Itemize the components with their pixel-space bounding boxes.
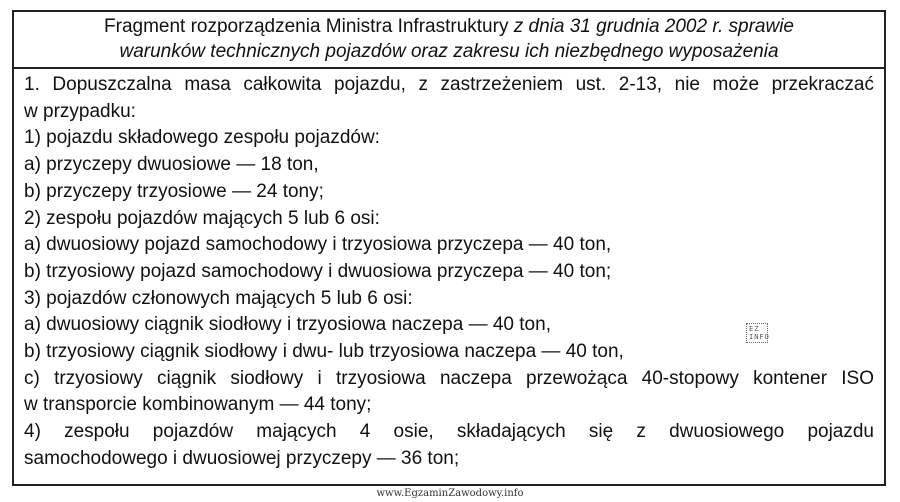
header-line-1: [14, 14, 884, 39]
watermark-text: EZ INFO: [749, 325, 770, 341]
body-line: a) przyczepy dwuosiowe — 18 ton,: [24, 154, 319, 176]
body-line: b) trzyosiowy ciągnik siodłowy i dwu- lub trzyosiowa naczepa — 40 ton,: [24, 341, 624, 363]
header-line-2: warunków technicznych pojazdów oraz zakresu ich niezbędnego wyposażenia: [119, 41, 779, 62]
body-line: samochodowego i dwuosiowej przyczepy — 36 ton;: [24, 447, 460, 469]
body-line: 4) zespołu pojazdów mających 4 osie, składających się z dwuosiowego pojazdu: [24, 421, 874, 443]
watermark-stamp: [746, 323, 768, 343]
header-date: z dnia 31 grudnia 2002 r. sprawie: [513, 16, 794, 37]
body-line: 1. Dopuszczalna masa całkowita pojazdu, z zastrzeżeniem ust. 2-13, nie może przekraczać: [24, 74, 874, 95]
body-line: c) trzyosiowy ciągnik siodłowy i trzyosiowa naczepa przewożąca 40-stopowy kontener ISO: [24, 367, 874, 389]
document-body: [14, 69, 884, 473]
document-header: [14, 12, 884, 69]
body-line: w przypadku:: [24, 100, 136, 122]
footer-url: www.EgzaminZawodowy.info: [376, 488, 524, 499]
header-title: Fragment rozporządzenia Ministra Infrastruktury: [104, 16, 514, 37]
body-line: b) trzyosiowy pojazd samochodowy i dwuosiowa przyczepa — 40 ton;: [24, 260, 612, 282]
body-line: b) przyczepy trzyosiowe — 24 tony;: [24, 180, 324, 202]
body-line: a) dwuosiowy ciągnik siodłowy i trzyosiowa naczepa — 40 ton,: [24, 314, 551, 336]
body-line: a) dwuosiowy pojazd samochodowy i trzyosiowa przyczepa — 40 ton,: [24, 234, 612, 256]
body-line: 3) pojazdów członowych mających 5 lub 6 osi:: [24, 287, 413, 309]
body-line: w transporcie kombinowanym — 44 tony;: [24, 394, 372, 416]
body-line: 1) pojazdu składowego zespołu pojazdów:: [24, 127, 380, 149]
document-frame: [12, 10, 886, 486]
body-line: 2) zespołu pojazdów mających 5 lub 6 osi:: [24, 207, 380, 229]
